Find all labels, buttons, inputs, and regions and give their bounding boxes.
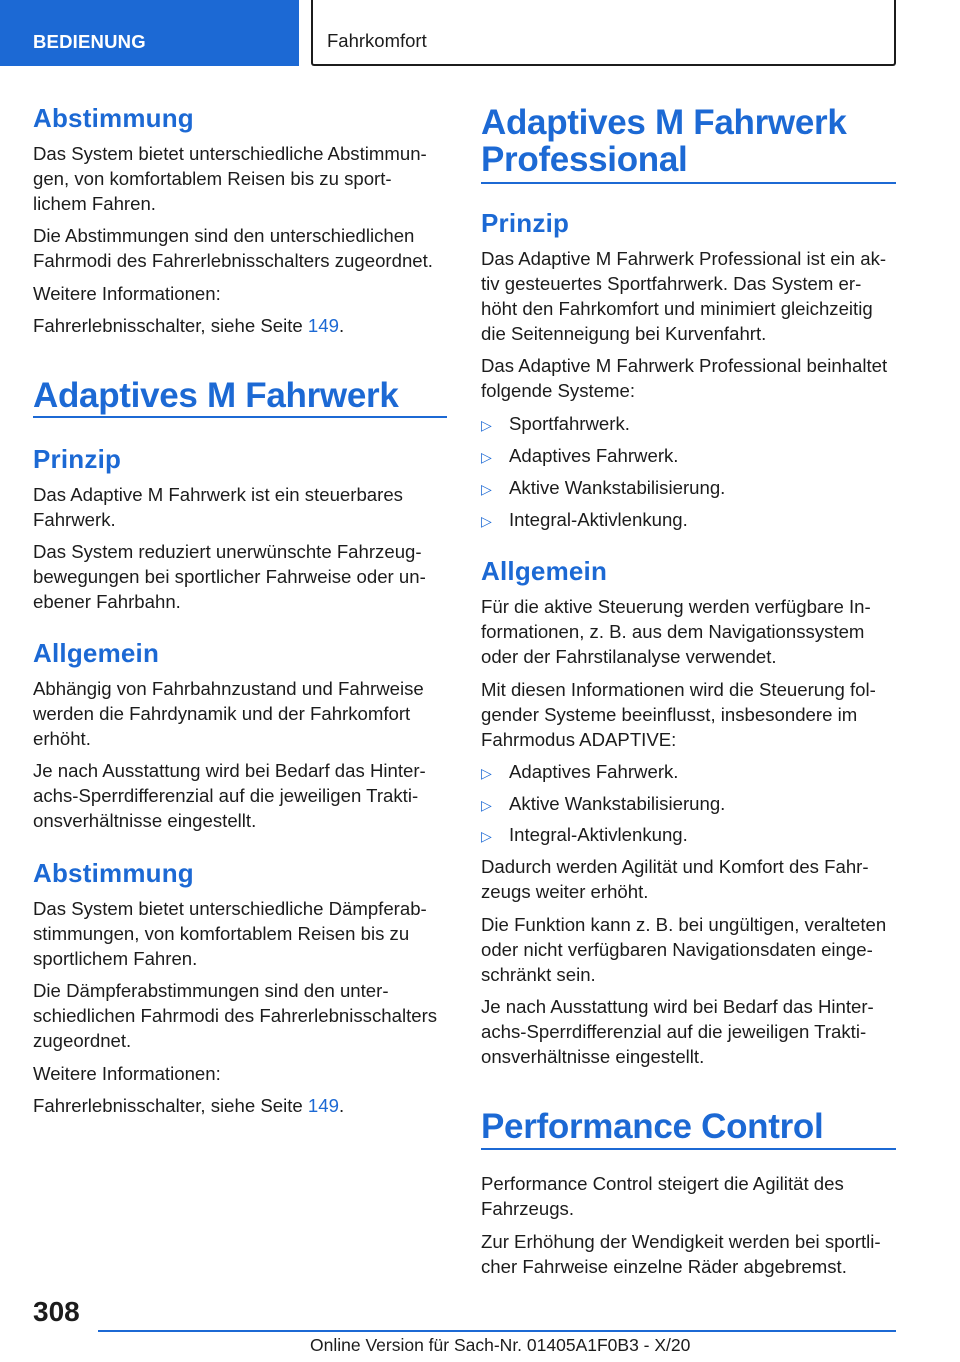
- paragraph-line: Mit diesen Informationen wird die Steuerung fol-: [481, 679, 876, 700]
- list-item: [481, 475, 725, 502]
- list-item-text: Integral-Aktivlenkung.: [509, 509, 688, 530]
- paragraph-line: sportlichem Fahren.: [33, 948, 198, 969]
- paragraph-line: stimmungen, von komfortablem Reisen bis zu: [33, 923, 410, 944]
- paragraph-line: Das System reduziert unerwünschte Fahrzeug-: [33, 541, 422, 562]
- heading-prinzip: Prinzip: [33, 444, 122, 474]
- paragraph-line: Für die aktive Steuerung werden verfügbare In-: [481, 596, 871, 617]
- paragraph-line: achs-Sperrdifferenzial auf die jeweiligen Trakti-: [481, 1021, 867, 1042]
- paragraph-line: erhöht.: [33, 728, 91, 749]
- list-item-text: Aktive Wankstabilisierung.: [509, 477, 726, 498]
- paragraph-line: Fahrmodus ADAPTIVE:: [481, 729, 677, 750]
- list-item: [481, 759, 678, 786]
- paragraph-line: Das Adaptive M Fahrwerk ist ein steuerbares: [33, 484, 403, 505]
- page-link[interactable]: 149: [307, 315, 339, 336]
- page-reference: [33, 313, 344, 338]
- paragraph-line: tiv gesteuertes Sportfahrwerk. Das System er-: [481, 273, 862, 294]
- paragraph-line: onsverhältnisse eingestellt.: [481, 1046, 705, 1067]
- paragraph-line: zeugs weiter erhöht.: [481, 881, 649, 902]
- paragraph-line: werden die Fahrdynamik und der Fahrkomfort: [33, 703, 411, 724]
- triangle-bullet-icon: ▷: [481, 417, 492, 433]
- page-reference: [33, 1093, 344, 1118]
- info-label: Weitere Informationen:: [33, 283, 221, 304]
- title-rule: [481, 1148, 896, 1150]
- paragraph-line: Die Funktion kann z. B. bei ungültigen, veralteten: [481, 914, 887, 935]
- paragraph-line: Die Abstimmungen sind den unterschiedlichen: [33, 225, 415, 246]
- reference-text: Fahrerlebnisschalter, siehe Seite: [33, 315, 308, 336]
- paragraph-line: Fahrzeugs.: [481, 1198, 575, 1219]
- paragraph-line: Je nach Ausstattung wird bei Bedarf das Hinter-: [33, 760, 426, 781]
- paragraph-line: cher Fahrweise einzelne Räder abgebremst.: [481, 1256, 847, 1277]
- paragraph-line: höht den Fahrkomfort und minimiert gleichzeitig: [481, 298, 873, 319]
- paragraph-line: gender Systeme beeinflusst, insbesondere im: [481, 704, 858, 725]
- heading-allgemein: Allgemein: [33, 638, 160, 668]
- paragraph-line: die Seitenneigung bei Kurvenfahrt.: [481, 323, 767, 344]
- paragraph-line: Fahrmodi des Fahrerlebnisschalters zugeordnet.: [33, 250, 433, 271]
- paragraph-line: Dadurch werden Agilität und Komfort des Fahr-: [481, 856, 869, 877]
- paragraph-line: Fahrwerk.: [33, 509, 116, 530]
- paragraph-line: Abhängig von Fahrbahnzustand und Fahrweise: [33, 678, 424, 699]
- list-item: [481, 791, 725, 818]
- heading-allgemein: Allgemein: [481, 556, 608, 586]
- triangle-bullet-icon: ▷: [481, 481, 492, 497]
- paragraph-line: Das System bietet unterschiedliche Abstimmun-: [33, 143, 427, 164]
- paragraph-line: ebener Fahrbahn.: [33, 591, 181, 612]
- list-item: [481, 507, 688, 534]
- paragraph-line: gen, von komfortablem Reisen bis zu sport-: [33, 168, 392, 189]
- page-number: 308: [33, 1296, 80, 1327]
- chapter-label: Fahrkomfort: [327, 30, 427, 51]
- paragraph-line: oder nicht verfügbaren Navigationsdaten einge-: [481, 939, 873, 960]
- paragraph-line: zugeordnet.: [33, 1030, 132, 1051]
- list-item: [481, 443, 678, 470]
- info-label: Weitere Informationen:: [33, 1063, 221, 1084]
- title-rule: [481, 182, 896, 184]
- triangle-bullet-icon: ▷: [481, 828, 492, 844]
- paragraph-line: oder der Fahrstilanalyse verwendet.: [481, 646, 777, 667]
- section-tab: [0, 0, 299, 66]
- footer-version-text: Online Version für Sach-Nr. 01405A1F0B3 - X/20: [310, 1335, 691, 1355]
- triangle-bullet-icon: ▷: [481, 797, 492, 813]
- triangle-bullet-icon: ▷: [481, 449, 492, 465]
- list-item-text: Adaptives Fahrwerk.: [509, 761, 679, 782]
- heading-abstimmung: Abstimmung: [33, 103, 194, 133]
- heading-prinzip: Prinzip: [481, 208, 570, 238]
- triangle-bullet-icon: ▷: [481, 513, 492, 529]
- section-title-line: Adaptives M Fahrwerk: [481, 103, 847, 142]
- section-title-line: Professional: [481, 140, 688, 179]
- reference-end: .: [338, 315, 345, 336]
- reference-text: Fahrerlebnisschalter, siehe Seite: [33, 1095, 308, 1116]
- chapter-tab: [311, 0, 896, 66]
- paragraph-line: onsverhältnisse eingestellt.: [33, 810, 257, 831]
- list-item-text: Aktive Wankstabilisierung.: [509, 793, 726, 814]
- list-item-text: Integral-Aktivlenkung.: [509, 824, 688, 845]
- paragraph-line: lichem Fahren.: [33, 193, 156, 214]
- page-link[interactable]: 149: [307, 1095, 339, 1116]
- paragraph-line: Je nach Ausstattung wird bei Bedarf das Hinter-: [481, 996, 874, 1017]
- paragraph-line: formationen, z. B. aus dem Navigationssystem: [481, 621, 865, 642]
- heading-abstimmung: Abstimmung: [33, 858, 194, 888]
- reference-end: .: [338, 1095, 345, 1116]
- paragraph-line: folgende Systeme:: [481, 380, 636, 401]
- triangle-bullet-icon: ▷: [481, 765, 492, 781]
- paragraph-line: Performance Control steigert die Agilität des: [481, 1173, 844, 1194]
- list-item-text: Adaptives Fahrwerk.: [509, 445, 679, 466]
- paragraph-line: bewegungen bei sportlicher Fahrweise oder un-: [33, 566, 426, 587]
- list-item-text: Sportfahrwerk.: [509, 413, 630, 434]
- section-title-performance-control: Performance Control: [481, 1107, 824, 1146]
- paragraph-line: schiedlichen Fahrmodi des Fahrerlebnisschalters: [33, 1005, 438, 1026]
- footer-rule: [98, 1330, 896, 1332]
- title-rule: [33, 416, 447, 418]
- paragraph-line: Die Dämpferabstimmungen sind den unter-: [33, 980, 389, 1001]
- paragraph-line: schränkt sein.: [481, 964, 596, 985]
- paragraph-line: Das System bietet unterschiedliche Dämpferab-: [33, 898, 427, 919]
- section-label: BEDIENUNG: [33, 31, 146, 52]
- paragraph-line: Zur Erhöhung der Wendigkeit werden bei sportli-: [481, 1231, 881, 1252]
- paragraph-line: Das Adaptive M Fahrwerk Professional beinhaltet: [481, 355, 888, 376]
- list-item: [481, 822, 688, 849]
- paragraph-line: achs-Sperrdifferenzial auf die jeweiligen Trakti-: [33, 785, 419, 806]
- paragraph-line: Das Adaptive M Fahrwerk Professional ist ein ak-: [481, 248, 887, 269]
- section-title-adaptives-m-fahrwerk: Adaptives M Fahrwerk: [33, 376, 399, 415]
- list-item: [481, 411, 630, 438]
